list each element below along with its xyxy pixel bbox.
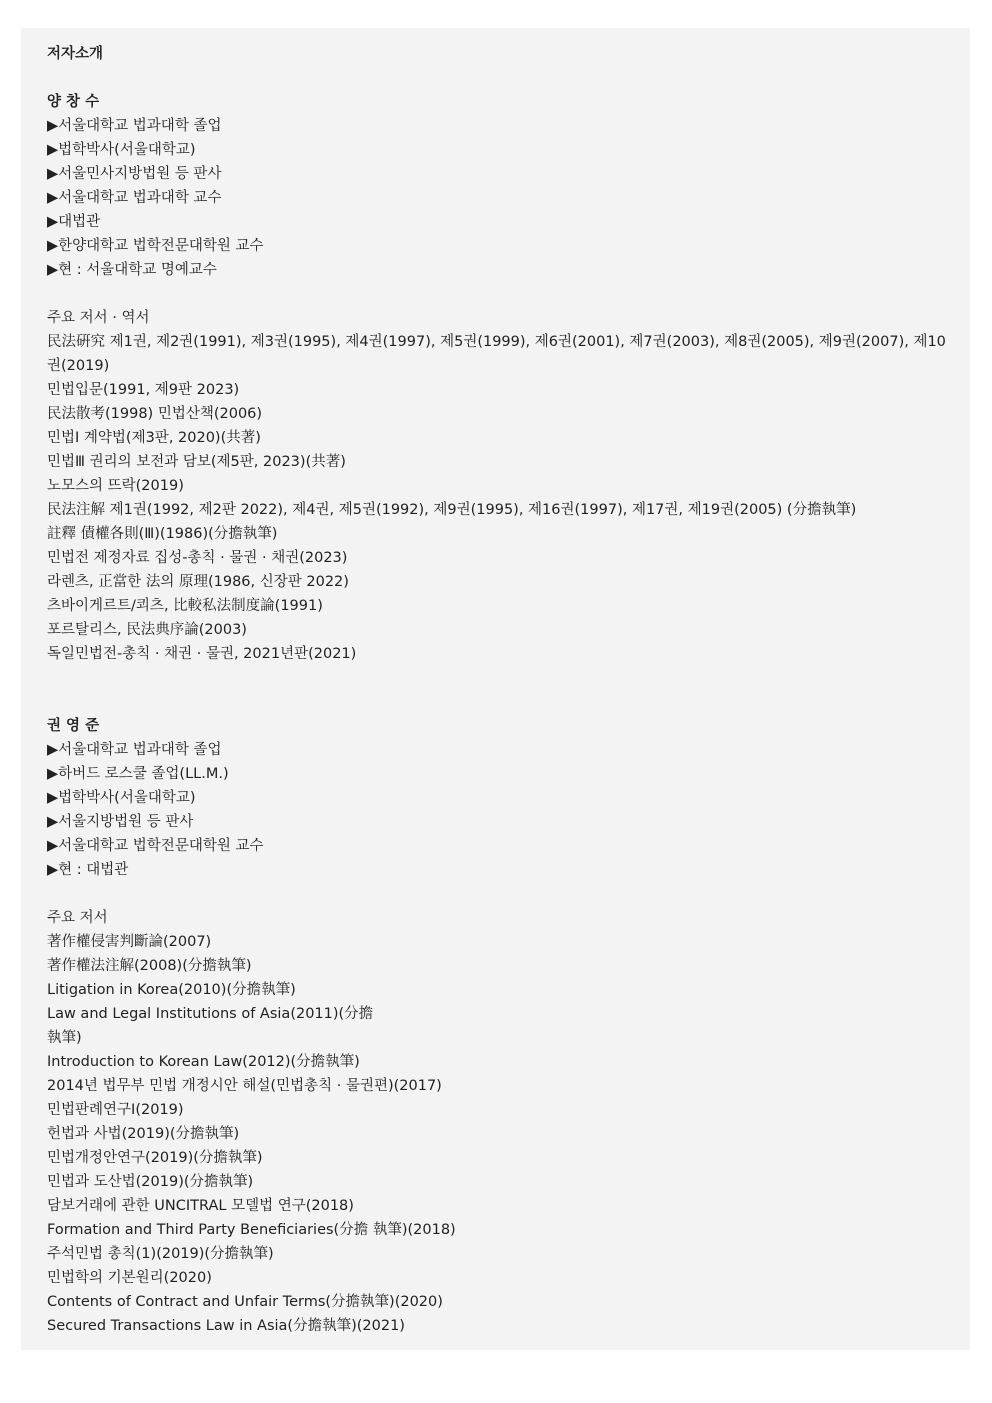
work-item: 담보거래에 관한 UNCITRAL 모델법 연구(2018) — [47, 1198, 354, 1214]
section-heading: 저자소개 — [47, 46, 104, 62]
career-item: ▶현 : 서울대학교 명예교수 — [47, 262, 217, 278]
career-list — [47, 738, 952, 882]
spacer — [47, 666, 952, 714]
work-item: 민법판례연구Ⅰ(2019) — [47, 1102, 184, 1118]
career-item: ▶서울대학교 법과대학 졸업 — [47, 742, 222, 758]
work-item: 헌법과 사법(2019)(分擔執筆) — [47, 1126, 240, 1142]
work-item: Secured Transactions Law in Asia(分擔執筆)(2021) — [47, 1318, 405, 1334]
works-list — [47, 330, 952, 666]
work-item: 주석민법 총칙(1)(2019)(分擔執筆) — [47, 1246, 274, 1262]
author-name: 양 창 수 — [47, 94, 100, 110]
work-item: 著作權法注解(2008)(分擔執筆) — [47, 958, 252, 974]
author-name: 권 영 준 — [47, 718, 100, 734]
work-item: 執筆) — [47, 1030, 82, 1046]
works-title: 주요 저서 — [47, 910, 108, 926]
work-item: 츠바이게르트/쾨츠, 比較私法制度論(1991) — [47, 598, 323, 614]
work-item: 민법입문(1991, 제9판 2023) — [47, 382, 240, 398]
work-item: 민법개정안연구(2019)(分擔執筆) — [47, 1150, 263, 1166]
career-item: ▶서울민사지방법원 등 판사 — [47, 166, 222, 182]
career-list — [47, 114, 952, 282]
work-item: 民法注解 제1권(1992, 제2판 2022), 제4권, 제5권(1992), 제9권(1995), 제16권(1997), 제17권, 제19권(2005) (分擔執筆) — [47, 502, 857, 518]
work-item: 포르탈리스, 民法典序論(2003) — [47, 622, 247, 638]
career-item: ▶서울대학교 법과대학 졸업 — [47, 118, 222, 134]
work-item: 註釋 債權各則(Ⅲ)(1986)(分擔執筆) — [47, 526, 278, 542]
works-title: 주요 저서 · 역서 — [47, 310, 150, 326]
work-item: Contents of Contract and Unfair Terms(分擔執筆)(2020) — [47, 1294, 443, 1310]
work-item: 민법Ⅲ 권리의 보전과 담보(제5판, 2023)(共著) — [47, 454, 346, 470]
spacer — [47, 66, 952, 90]
work-item: 라렌츠, 正當한 法의 原理(1986, 신장판 2022) — [47, 574, 349, 590]
spacer — [47, 282, 952, 306]
work-item: Introduction to Korean Law(2012)(分擔執筆) — [47, 1054, 360, 1070]
career-item: ▶서울대학교 법학전문대학원 교수 — [47, 838, 264, 854]
work-item: Formation and Third Party Beneficiaries(分擔 執筆)(2018) — [47, 1222, 456, 1238]
work-item: 노모스의 뜨락(2019) — [47, 478, 184, 494]
work-item: 독일민법전-총칙 · 채권 · 물권, 2021년판(2021) — [47, 646, 357, 662]
career-item: ▶서울대학교 법과대학 교수 — [47, 190, 222, 206]
career-item: ▶현 : 대법관 — [47, 862, 129, 878]
career-item: ▶대법관 — [47, 214, 101, 230]
work-item: 2014년 법무부 민법 개정시안 해설(민법총칙 · 물권편)(2017) — [47, 1078, 442, 1094]
work-item: 著作權侵害判斷論(2007) — [47, 934, 212, 950]
spacer — [47, 882, 952, 906]
work-item: 민법Ⅰ 계약법(제3판, 2020)(共著) — [47, 430, 261, 446]
career-item: ▶법학박사(서울대학교) — [47, 142, 196, 158]
career-item: ▶서울지방법원 등 판사 — [47, 814, 194, 830]
work-item: Law and Legal Institutions of Asia(2011)(分擔 — [47, 1006, 374, 1022]
career-item: ▶법학박사(서울대학교) — [47, 790, 196, 806]
work-item: 民法硏究 제1권, 제2권(1991), 제3권(1995), 제4권(1997), 제5권(1999), 제6권(2001), 제7권(2003), 제8권(2005), 제9권(2007), 제10권(2019) — [47, 334, 946, 374]
work-item: Litigation in Korea(2010)(分擔執筆) — [47, 982, 296, 998]
work-item: 民法散考(1998) 민법산책(2006) — [47, 406, 263, 422]
career-item: ▶하버드 로스쿨 졸업(LL.M.) — [47, 766, 229, 782]
work-item: 민법전 제정자료 집성-총칙 · 물권 · 채권(2023) — [47, 550, 348, 566]
career-item: ▶한양대학교 법학전문대학원 교수 — [47, 238, 264, 254]
works-list — [47, 930, 952, 1338]
work-item: 민법학의 기본원리(2020) — [47, 1270, 212, 1286]
work-item: 민법과 도산법(2019)(分擔執筆) — [47, 1174, 254, 1190]
author-intro-content — [47, 42, 952, 1338]
